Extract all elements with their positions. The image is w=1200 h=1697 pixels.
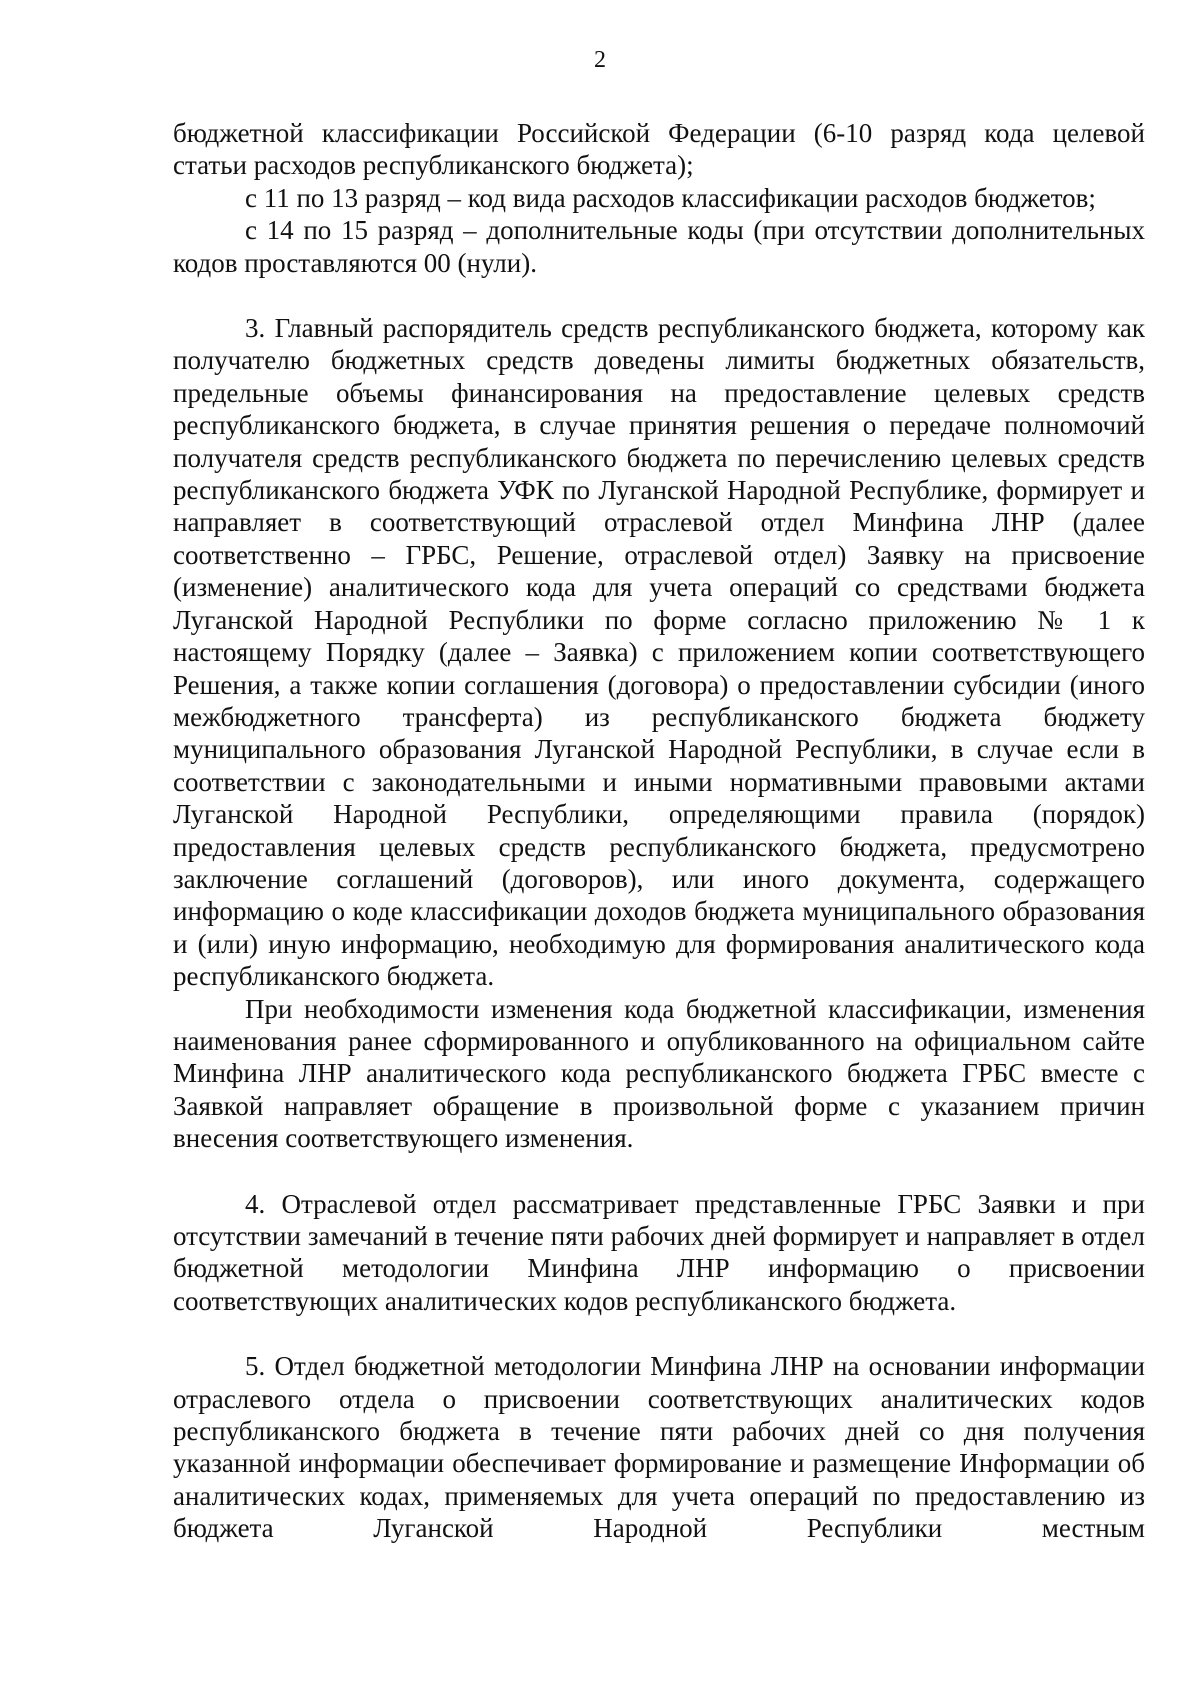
paragraph-item-5: 5. Отдел бюджетной методологии Минфина ЛНР на основании информации отраслевого отдела о присвоении соответствующих аналитических кодов республиканского бюджета в течение пяти рабочих дней со дня получения указанной информации обеспечивает формирование и размещение Информации об аналитических кодах, применяемых для учета операций по предоставлению из бюджета Луганской Народной Республики местным xyxy=(173,1351,1145,1544)
page-number: 2 xyxy=(594,47,606,73)
paragraph-digits-11-13: с 11 по 13 разряд – код вида расходов классификации расходов бюджетов; xyxy=(245,182,1096,213)
paragraph-item-3: 3. Главный распорядитель средств республиканского бюджета, которому как получателю бюджетных средств доведены лимиты бюджетных обязательств, предельные объемы финансирования на предоставление целевых средств республиканского бюджета, в случае принятия решения о передаче полномочий получателя средств республиканского бюджета по перечислению целевых средств республиканского бюджета УФК по Луганской Народной Республике, формирует и направляет в соответствующий отраслевой отдел Минфина ЛНР (далее соответственно – ГРБС, Решение, отраслевой отдел) Заявку на присвоение (изменение) аналитического кода для учета операций со средствами бюджета Луганской Народной Республики по форме согласно приложению № 1 к настоящему Порядку (далее – Заявка) с приложением копии соответствующего Решения, а также копии соглашения (договора) о предоставлении субсидии (иного межбюджетного трансферта) из республиканского бюджета бюджету муниципального образования Луганской Народной Республики, в случае если в соответствии с законодательными и иными нормативными правовыми актами Луганской Народной Республики, определяющими правила (порядок) предоставления целевых средств республиканского бюджета, предусмотрено заключение соглашений (договоров), или иного документа, содержащего информацию о коде классификации доходов бюджета муниципального образования и (или) иную информацию, необходимую для формирования аналитического кода республиканского бюджета. xyxy=(173,313,1145,992)
paragraph-continuation: бюджетной классификации Российской Федерации (6-10 разряд кода целевой статьи расходов республиканского бюджета); xyxy=(173,118,1145,181)
paragraph-item-4: 4. Отраслевой отдел рассматривает представленные ГРБС Заявки и при отсутствии замечаний в течение пяти рабочих дней формирует и направляет в отдел бюджетной методологии Минфина ЛНР информацию о присвоении соответствующих аналитических кодов республиканского бюджета. xyxy=(173,1188,1145,1316)
paragraph-digits-14-15: с 14 по 15 разряд – дополнительные коды (при отсутствии дополнительных кодов проставляются 00 (нули). xyxy=(173,215,1145,278)
paragraph-change-request: При необходимости изменения кода бюджетной классификации, изменения наименования ранее сформированного и опубликованного на официальном сайте Минфина ЛНР аналитического кода республиканского бюджета ГРБС вместе с Заявкой направляет обращение в произвольной форме с указанием причин внесения соответствующего изменения. xyxy=(173,993,1145,1154)
document-body xyxy=(173,117,1145,1545)
